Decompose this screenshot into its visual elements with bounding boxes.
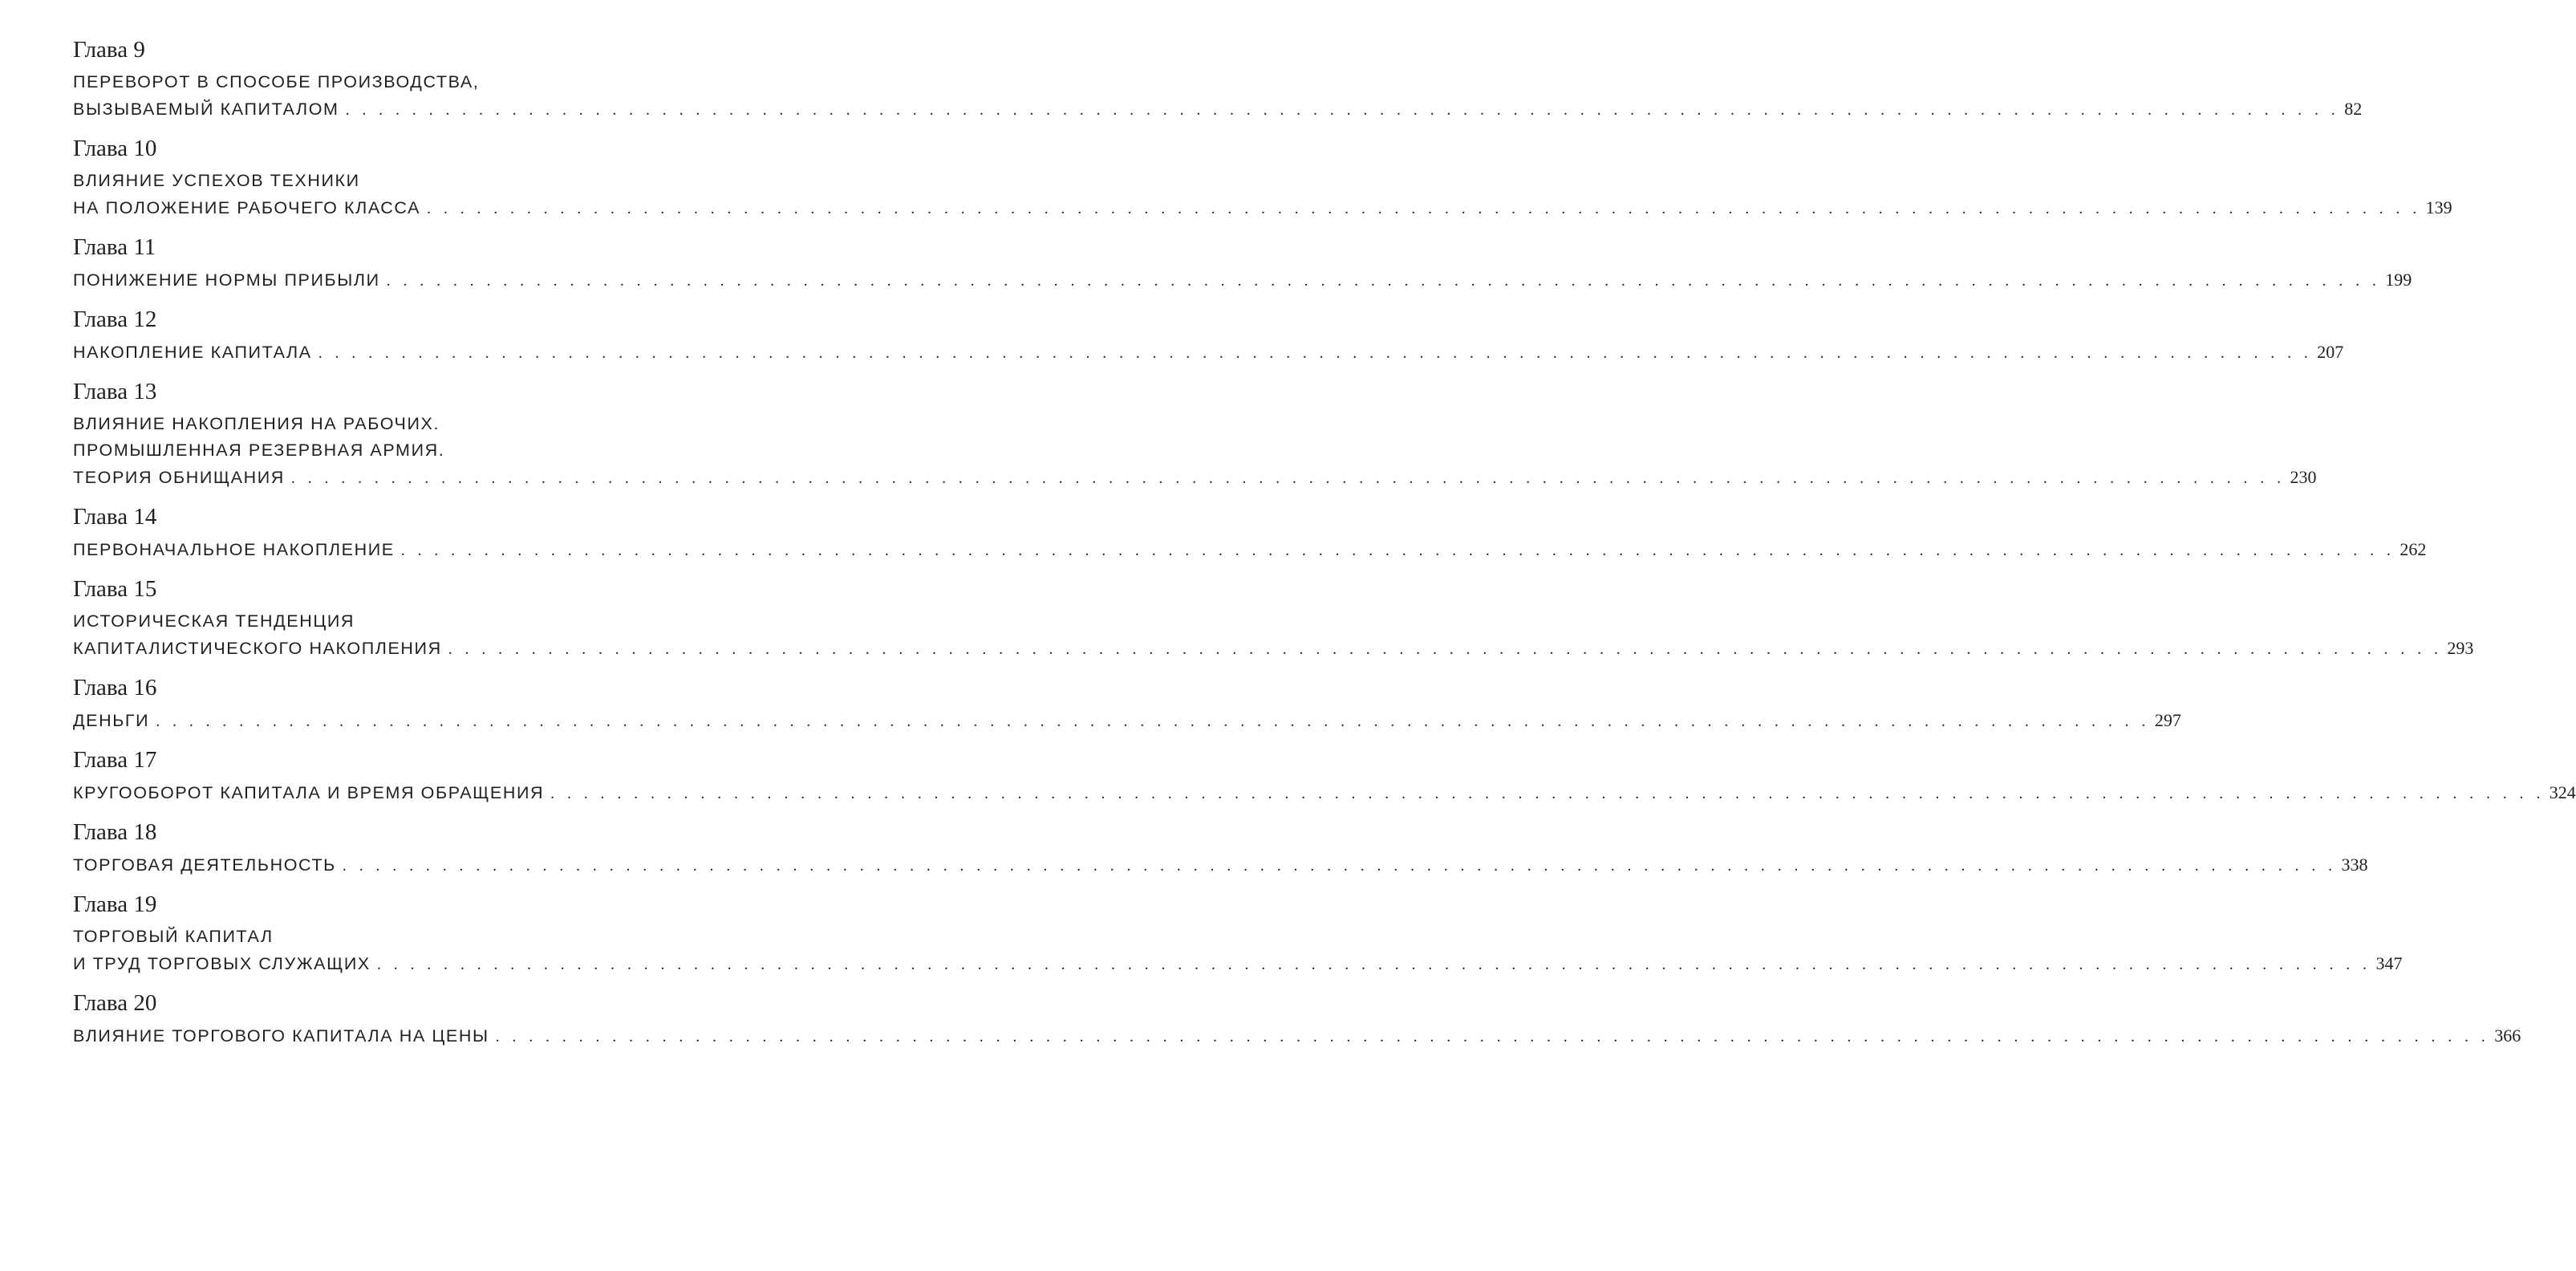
chapter-title [73,266,2412,293]
toc-entry [73,305,2344,365]
chapter-title-text: ПРОМЫШЛЕННАЯ РЕЗЕРВНАЯ АРМИЯ. [73,441,445,460]
chapter-title-line [73,536,2427,562]
chapter-title-text: ДЕНЬГИ [73,711,150,730]
chapter-title [73,339,2344,365]
toc-entry [73,134,2452,221]
chapter-title-text: ПОНИЖЕНИЕ НОРМЫ ПРИБЫЛИ [73,270,380,290]
toc-entry [73,35,2363,122]
chapter-label: Глава 16 [73,675,157,700]
toc-entry [73,890,2403,977]
toc-entry [73,377,2317,490]
page-number: 82 [2344,99,2363,119]
dot-leader: . . . . . . . . . . . . . . . . . . . . . . . . . . . . . . . . . . . . . . . . . . . . . . . . . . . . . . . . . . . . . . . . . . . . . . . . . . . . . . . . . . . . . . . . . . . . . . . . . . . . . . . . . . . . . . . . . . . . . . . . [156,713,2150,730]
chapter-title-line [73,779,2576,806]
chapter-title [73,69,2363,122]
chapter-title-text: ВЛИЯНИЕ НАКОПЛЕНИЯ НА РАБОЧИХ. [73,414,440,433]
chapter-title-line [73,635,2474,661]
chapter-label: Глава 13 [73,379,157,404]
chapter-title-line [73,411,711,437]
chapter-title-line [73,69,711,95]
dot-leader: . . . . . . . . . . . . . . . . . . . . . . . . . . . . . . . . . . . . . . . . . . . . . . . . . . . . . . . . . . . . . . . . . . . . . . . . . . . . . . . . . . . . . . . . . . . . . . . . . . . . . . . . . . . . . . . . . . . . . . . . [376,956,2371,973]
toc-entry [73,745,2576,806]
chapter-label: Глава 19 [73,891,157,917]
chapter-title [73,168,2452,221]
page-number: 207 [2317,342,2344,362]
chapter-label: Глава 10 [73,136,157,161]
chapter-title-line [73,266,2412,293]
table-of-contents [73,35,2576,1061]
chapter-title [73,536,2427,562]
chapter-title-text: ТОРГОВАЯ ДЕЯТЕЛЬНОСТЬ [73,855,336,875]
dot-leader: . . . . . . . . . . . . . . . . . . . . . . . . . . . . . . . . . . . . . . . . . . . . . . . . . . . . . . . . . . . . . . . . . . . . . . . . . . . . . . . . . . . . . . . . . . . . . . . . . . . . . . . . . . . . . . . . . . . . . . . . [550,785,2545,802]
chapter-title-text: И ТРУД ТОРГОВЫХ СЛУЖАЩИХ [73,954,371,973]
chapter-title-text: ВЫЗЫВАЕМЫЙ КАПИТАЛОМ [73,99,339,119]
chapter-title-line [73,437,711,464]
chapter-title-line [73,851,2368,878]
chapter-title-text: ИСТОРИЧЕСКАЯ ТЕНДЕНЦИЯ [73,611,355,631]
chapter-title-line [73,1022,2521,1049]
chapter-label: Глава 20 [73,990,157,1016]
chapter-title [73,924,2403,977]
dot-leader: . . . . . . . . . . . . . . . . . . . . . . . . . . . . . . . . . . . . . . . . . . . . . . . . . . . . . . . . . . . . . . . . . . . . . . . . . . . . . . . . . . . . . . . . . . . . . . . . . . . . . . . . . . . . . . . . . . . . . . . . [427,200,2421,217]
chapter-title-text: ПЕРЕВОРОТ В СПОСОБЕ ПРОИЗВОДСТВА, [73,72,480,91]
chapter-label: Глава 12 [73,307,157,332]
chapter-title [73,1022,2521,1049]
chapter-title-line [73,608,711,635]
chapter-title-text: НА ПОЛОЖЕНИЕ РАБОЧЕГО КЛАССА [73,198,421,217]
chapter-title-line [73,950,2403,977]
page-number: 139 [2425,197,2452,217]
dot-leader: . . . . . . . . . . . . . . . . . . . . . . . . . . . . . . . . . . . . . . . . . . . . . . . . . . . . . . . . . . . . . . . . . . . . . . . . . . . . . . . . . . . . . . . . . . . . . . . . . . . . . . . . . . . . . . . . . . . . . . . . [495,1028,2490,1046]
chapter-title [73,779,2576,806]
chapter-title [73,707,2181,733]
chapter-label: Глава 17 [73,747,157,773]
chapter-title-text: КРУГООБОРОТ КАПИТАЛА И ВРЕМЯ ОБРАЩЕНИЯ [73,783,545,802]
dot-leader: . . . . . . . . . . . . . . . . . . . . . . . . . . . . . . . . . . . . . . . . . . . . . . . . . . . . . . . . . . . . . . . . . . . . . . . . . . . . . . . . . . . . . . . . . . . . . . . . . . . . . . . . . . . . . . . . . . . . . . . . [290,469,2286,487]
chapter-title-line [73,339,2344,365]
page-number: 293 [2447,638,2474,658]
toc-entry [73,233,2412,293]
toc-entry [73,818,2368,878]
chapter-title [73,851,2368,878]
page-number: 347 [2375,953,2403,973]
toc-entry [73,673,2181,733]
page-number: 324 [2549,782,2576,802]
page-number: 338 [2341,855,2368,875]
dot-leader: . . . . . . . . . . . . . . . . . . . . . . . . . . . . . . . . . . . . . . . . . . . . . . . . . . . . . . . . . . . . . . . . . . . . . . . . . . . . . . . . . . . . . . . . . . . . . . . . . . . . . . . . . . . . . . . . . . . . . . . . [345,101,2340,119]
toc-entry [73,575,2474,661]
page-number: 262 [2400,539,2427,559]
page-number: 230 [2290,467,2317,487]
dot-leader: . . . . . . . . . . . . . . . . . . . . . . . . . . . . . . . . . . . . . . . . . . . . . . . . . . . . . . . . . . . . . . . . . . . . . . . . . . . . . . . . . . . . . . . . . . . . . . . . . . . . . . . . . . . . . . . . . . . . . . . . [342,857,2337,875]
chapter-title-line [73,95,2363,122]
chapter-title-text: ТОРГОВЫЙ КАПИТАЛ [73,927,274,946]
toc-entry [73,989,2521,1049]
chapter-title-line [73,707,2181,733]
dot-leader: . . . . . . . . . . . . . . . . . . . . . . . . . . . . . . . . . . . . . . . . . . . . . . . . . . . . . . . . . . . . . . . . . . . . . . . . . . . . . . . . . . . . . . . . . . . . . . . . . . . . . . . . . . . . . . . . . . . . . . . . [448,640,2443,658]
chapter-title-text: ТЕОРИЯ ОБНИЩАНИЯ [73,468,285,487]
chapter-title-text: КАПИТАЛИСТИЧЕСКОГО НАКОПЛЕНИЯ [73,639,442,658]
dot-leader: . . . . . . . . . . . . . . . . . . . . . . . . . . . . . . . . . . . . . . . . . . . . . . . . . . . . . . . . . . . . . . . . . . . . . . . . . . . . . . . . . . . . . . . . . . . . . . . . . . . . . . . . . . . . . . . . . . . . . . . . [386,272,2381,290]
chapter-title-text: ВЛИЯНИЕ ТОРГОВОГО КАПИТАЛА НА ЦЕНЫ [73,1026,489,1046]
chapter-label: Глава 14 [73,504,157,530]
chapter-label: Глава 15 [73,576,157,602]
dot-leader: . . . . . . . . . . . . . . . . . . . . . . . . . . . . . . . . . . . . . . . . . . . . . . . . . . . . . . . . . . . . . . . . . . . . . . . . . . . . . . . . . . . . . . . . . . . . . . . . . . . . . . . . . . . . . . . . . . . . . . . . [400,542,2395,559]
chapter-title-line [73,194,2452,221]
chapter-title [73,608,2474,661]
chapter-label: Глава 11 [73,234,156,260]
page-number: 366 [2494,1025,2521,1046]
chapter-title-text: ВЛИЯНИЕ УСПЕХОВ ТЕХНИКИ [73,171,360,190]
chapter-title-line [73,168,711,194]
chapter-title [73,411,2317,490]
chapter-label: Глава 18 [73,819,157,845]
chapter-title-line [73,464,2317,490]
chapter-title-text: НАКОПЛЕНИЕ КАПИТАЛА [73,343,312,362]
chapter-title-line [73,924,711,950]
page-number: 297 [2154,710,2181,730]
page-number: 199 [2385,270,2412,290]
chapter-title-text: ПЕРВОНАЧАЛЬНОЕ НАКОПЛЕНИЕ [73,540,395,559]
toc-entry [73,502,2427,562]
chapter-label: Глава 9 [73,37,145,63]
dot-leader: . . . . . . . . . . . . . . . . . . . . . . . . . . . . . . . . . . . . . . . . . . . . . . . . . . . . . . . . . . . . . . . . . . . . . . . . . . . . . . . . . . . . . . . . . . . . . . . . . . . . . . . . . . . . . . . . . . . . . . . . [318,344,2313,362]
